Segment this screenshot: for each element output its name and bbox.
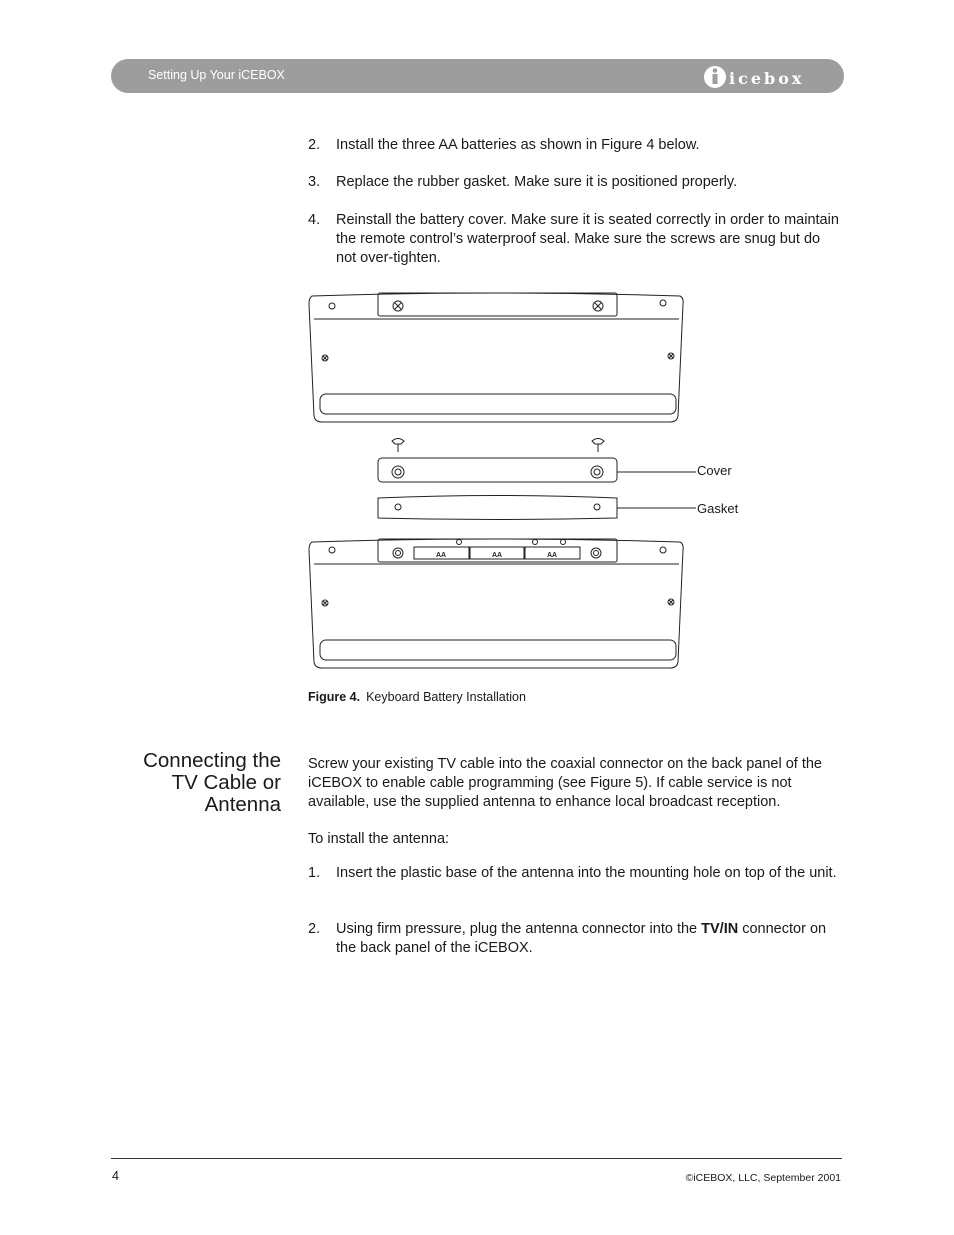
header-bar: [111, 59, 844, 93]
copyright: ©iCEBOX, LLC, September 2001: [685, 1172, 841, 1184]
section-title: Connecting the TV Cable or Antenna: [143, 749, 281, 816]
keyboard-battery-figure: [306, 286, 746, 676]
header-title: Setting Up Your iCEBOX: [148, 68, 285, 82]
battery-label: AA: [547, 552, 558, 559]
tv-in-label: TV/IN: [701, 921, 739, 937]
logo-wordmark: icebox: [729, 69, 805, 88]
install-lead: To install the antenna:: [308, 831, 450, 847]
section-intro: Screw your existing TV cable into the coaxial connector on the back panel of the iCEBOX to enable cable programming (see Figure 5). If cable service is not available, use the supplied antenna to enhance local broadcast reception.: [308, 756, 822, 810]
battery-label: AA: [492, 552, 503, 559]
footer-rule: [111, 1158, 842, 1159]
cover-label: Cover: [697, 463, 732, 478]
battery-label: AA: [436, 552, 447, 559]
caption-label: Figure 4.: [308, 690, 361, 704]
caption-text: Keyboard Battery Installation: [366, 690, 526, 704]
icebox-logo: [703, 64, 828, 90]
page-number: 4: [112, 1169, 119, 1183]
figure-caption: [308, 690, 526, 704]
gasket-label: Gasket: [697, 501, 739, 516]
